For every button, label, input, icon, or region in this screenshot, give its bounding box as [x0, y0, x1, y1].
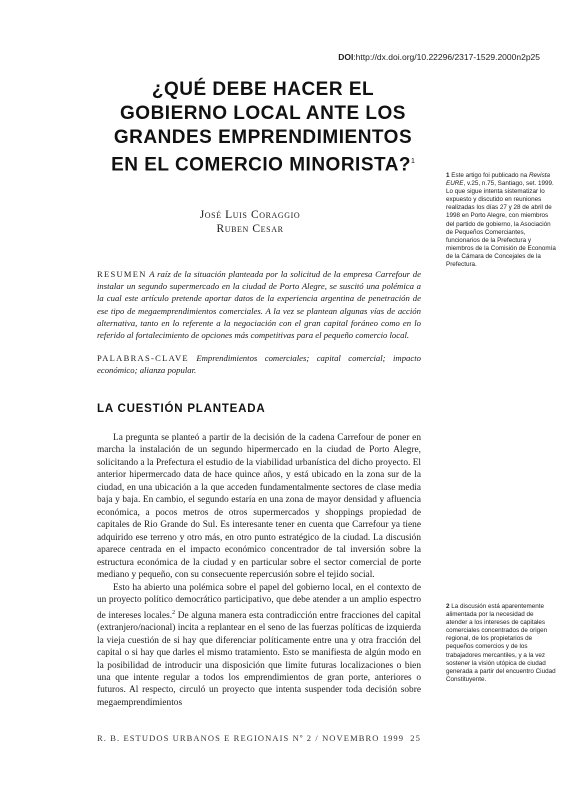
body-text: [97, 432, 421, 710]
section-heading: LA CUESTIÓN PLANTEADA: [97, 403, 266, 415]
paragraph-2: [97, 582, 421, 710]
footnote-1: [446, 172, 556, 269]
paragraph-2-before: Esto ha abierto una polémica sobre el papel del gobierno local, en el contexto de un proyecto político democrático participativo, que debe atender a un amplio espectro de intereses locales.: [97, 582, 421, 621]
doi-label: DOI: [338, 52, 354, 62]
title-line-4-text: EN EL COMERCIO MINORISTA?: [111, 154, 412, 176]
author-1: José Luis Coraggio: [199, 209, 301, 221]
title-line-1: ¿QUÉ DEBE HACER EL: [151, 79, 375, 100]
title-line-2: GOBIERNO LOCAL ANTE LOS: [120, 103, 406, 124]
doi-line: [338, 52, 540, 62]
abstract-text: A raíz de la situación planteada por la solicitud de la empresa Carrefour de instalar un segundo supermercado en la ciudad de Porto Alegre, se suscitó una polémica a la cual este artículo pretende aportar datos de la experiencia argentina de penetración de ese tipo de megaemprendimientos comerciales. A la vez se plantean algunas vías de acción alternativa, tanto en lo referente a la negociación con el gran capital foráneo como en lo referido al fortalecimiento de opciones más competitivas para el pequeño comercio local.: [97, 269, 421, 341]
footnote-1-label: 1: [446, 172, 450, 179]
abstract-label: RESUMEN: [97, 269, 147, 279]
paragraph-1: La pregunta se planteó a partir de la decisión de la cadena Carrefour de poner en marcha la instalación de un segundo hipermercado en la ciudad de Porto Alegre, solicitando a la Prefectura el estudio de la viabilidad urbanística del dicho proyecto. El anterior hipermercado data de hace quince años, y está ubicado en la zona sur de la ciudad, en una ubicación a la que acceden fundamentalmente sectores de clase media baja y baja. En cambio, el segundo estaría en una zona de mayor densidad y afluencia económica, a pocos metros de otros supermercados y shoppings propiedad de capitales de Rio Grande do Sul. Es interesante tener en cuenta que Carrefour ya tiene adquirido ese terreno y otro más, en otro punto estratégico de la ciudad. La discusión aparece centrada en el impacto económico concentrador de tal inversión sobre la estructura económica de la ciudad y en particular sobre el sector comercial de porte mediano y pequeño, con su consecuente repercusión sobre el tejido social.: [97, 433, 421, 580]
footnote-1-pre: Este artigo foi publicado na: [449, 172, 529, 179]
footnote-2-label: 2: [446, 603, 450, 610]
footnote-1-post: , v.25, n.75, Santiago, set. 1999. Lo que sigue intenta sistematizar lo expuesto y discutido en reuniones realizadas los días 27 y 28 de abril de 1998 en Porto Alegre, con miembros del partido de gobierno, la Asociación de Pequeños Comerciantes, funcionarios de la Prefectura y miembros de la Comisión de Economía de la Cámara de Concejales de la Prefectura.: [446, 180, 556, 269]
page-number: 25: [410, 733, 421, 743]
keywords-text: Emprendimientos comerciales; capital comercial; impacto económico; alianza popular.: [97, 353, 421, 376]
keywords-label: PALABRAS-CLAVE: [97, 353, 189, 363]
title-line-3: GRANDES EMPRENDIMIENTOS: [113, 127, 413, 148]
abstract: [97, 268, 421, 341]
footer-journal: R. B. ESTUDOS URBANOS E REGIONAIS Nº 2 / NOVEMBRO 1999: [97, 733, 405, 743]
doi-url: :http://dx.doi.org/10.22296/2317-1529.2000n2p25: [353, 52, 540, 62]
paragraph-2-after: De alguna manera esta contradicción entre fracciones del capital (extranjero/nacional) incita a replantear en el seno de las fuerzas políticas de izquierda la vieja cuestión de si hay que diferenciar políticamente entre una y otra fracción del capital o si hay que darles el mismo tratamiento. Esto se manifiesta de algún modo en la posibilidad de introducir una disposición que limite futuras localizaciones o bien una que intente regular a todos los emprendimientos de gran porte, anteriores o futuros. Al respecto, circuló un proyecto que intenta suspender toda decisión sobre megaemprendimientos: [97, 610, 421, 708]
footnote-2-mark[interactable]: 2: [172, 609, 176, 616]
keywords: [97, 352, 421, 376]
footnote-2-text: La discusión está aparentemente alimentada por la necesidad de atender a los intereses de capitales comerciales concentrados de origen regional, de los propietarios de pequeños comercios y de los trabajadores mercantiles, y a la vez sostener la visión utópica de ciudad generada a partir del encuentro Ciudad Constituyente.: [446, 603, 556, 683]
page-footer: [97, 733, 421, 743]
title-line-4: [98, 150, 428, 177]
footnote-1-journal: Revista EURE: [446, 172, 550, 188]
article-title: [98, 78, 428, 177]
authors: [160, 208, 340, 236]
title-footnote-mark[interactable]: 1: [411, 158, 415, 165]
footnote-2: [446, 603, 556, 684]
author-2: Ruben Cesar: [216, 223, 284, 235]
